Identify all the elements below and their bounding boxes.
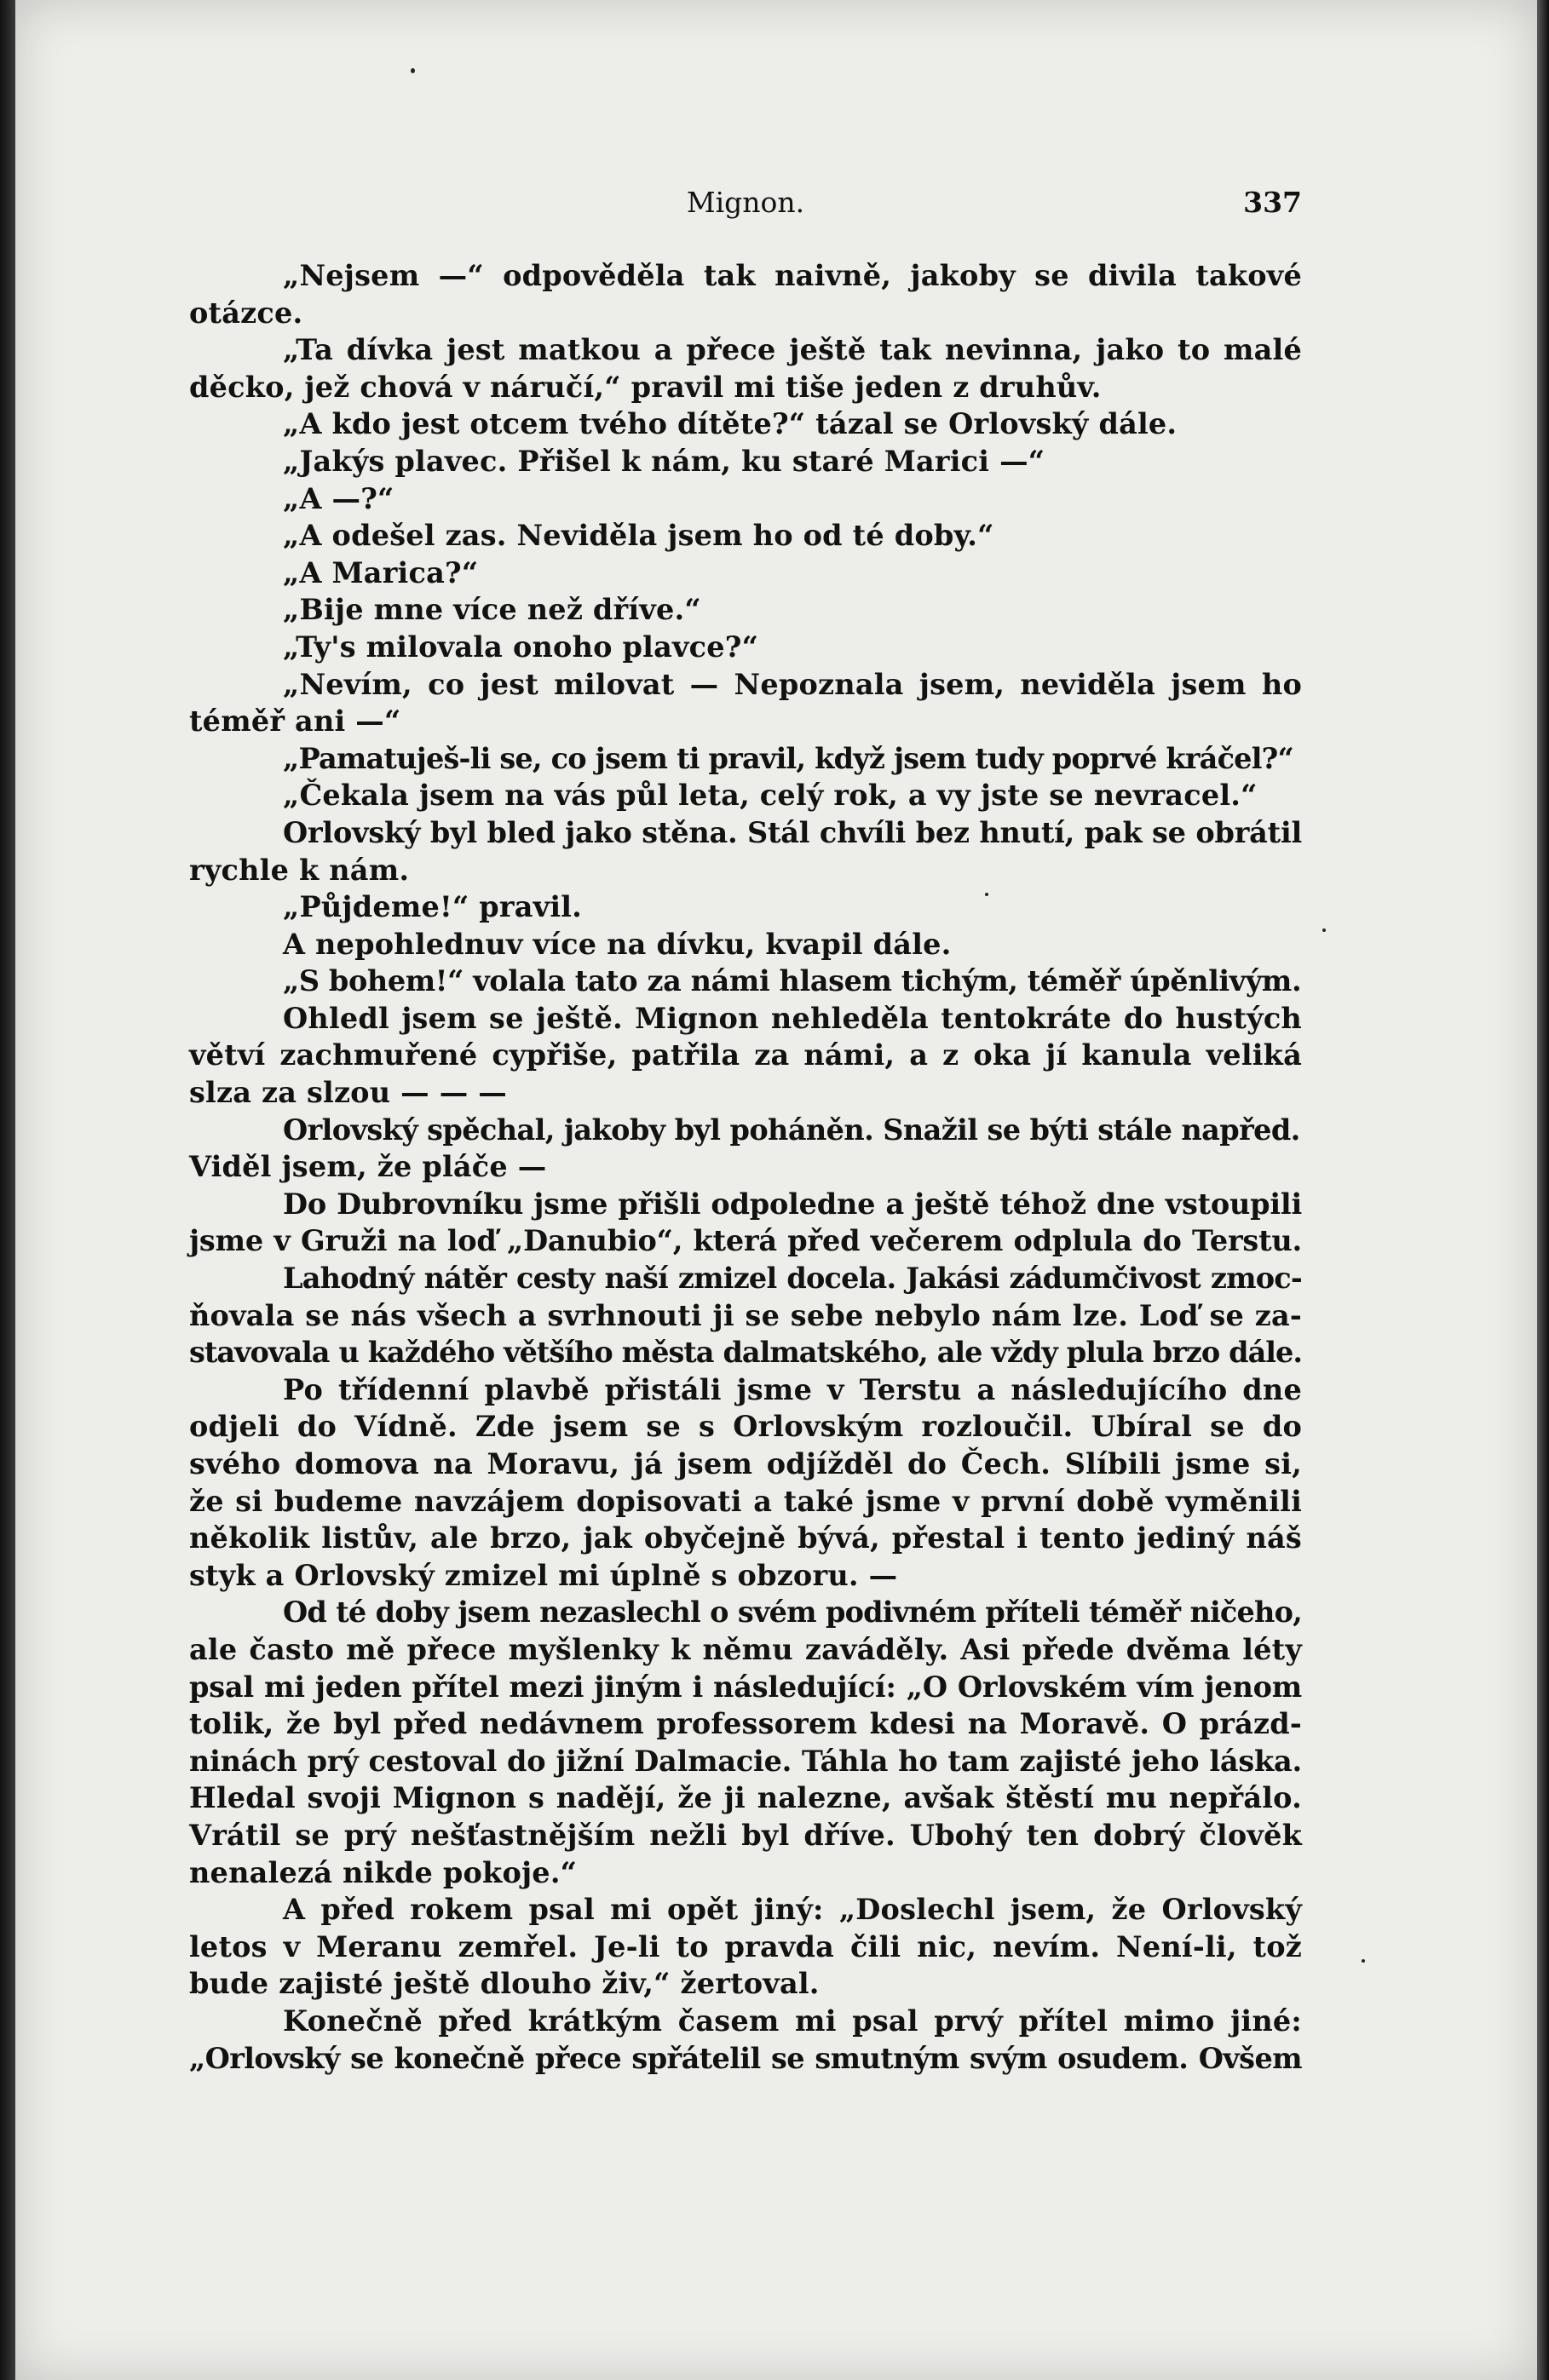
text-line: rychle k nám. (189, 853, 410, 887)
scan-edge-right (1537, 0, 1549, 2380)
text-line: „Čekala jsem na vás půl leta, celý rok, a vy jste se nevracel.“ (283, 779, 1258, 813)
text-line: ale často mě přece myšlenky k němu zaváděly. Asi přede dvěma léty (189, 1632, 1302, 1666)
running-title: Mignon. (686, 186, 805, 219)
text-line: Ohledl jsem se ještě. Mignon nehleděla tentokráte do hustých (283, 1001, 1302, 1035)
text-line: „Ty's milovala onoho plavce?“ (283, 629, 759, 664)
text-line: tolik, že byl před nedávnem professorem kdesi na Moravě. O prázd- (189, 1707, 1302, 1741)
scan-speck (411, 68, 415, 73)
text-line: styk a Orlovský zmizel mi úplně s obzoru. — (189, 1558, 898, 1592)
text-line: „A Marica?“ (283, 555, 479, 589)
text-line: Do Dubrovníku jsme přišli odpoledne a ještě téhož dne vstoupili (283, 1187, 1302, 1221)
page-header (189, 186, 1302, 228)
text-line: ninách prý cestoval do jižní Dalmacie. Táhla ho tam zajisté jeho láska. (189, 1744, 1302, 1778)
text-line: Hledal svoji Mignon s nadějí, že ji nalezne, avšak štěstí mu nepřálo. (189, 1781, 1302, 1815)
text-line: otázce. (189, 296, 303, 330)
text-line: „Jakýs plavec. Přišel k nám, ku staré Marici —“ (283, 444, 1045, 478)
text-line: Orlovský spěchal, jakoby byl poháněn. Snažil se býti stále napřed. (283, 1112, 1300, 1147)
text-line: ňovala se nás všech a svrhnouti ji se sebe nebylo nám lze. Loď se za- (189, 1298, 1302, 1332)
text-line: svého domova na Moravu, já jsem odjížděl do Čech. Slíbili jsme si, (189, 1447, 1302, 1480)
text-line: děcko, jež chová v náručí,“ pravil mi tiše jeden z druhův. (189, 370, 1102, 404)
text-line: Od té doby jsem nezaslechl o svém podivném příteli téměř ničeho, (283, 1595, 1302, 1630)
text-line: „Orlovský se konečně přece spřátelil se smutným svým osudem. Ovšem (189, 2041, 1302, 2075)
text-line: „S bohem!“ volala tato za námi hlasem tichým, téměř úpěnlivým. (283, 964, 1302, 998)
text-line: Po třídenní plavbě přistáli jsme v Terstu a následujícího dne (283, 1372, 1302, 1406)
text-line: stavovala u každého většího města dalmatského, ale vždy plula brzo dále. (189, 1336, 1302, 1370)
text-line: jsme v Gruži na loď „Danubio“, která před večerem odplula do Terstu. (189, 1224, 1302, 1258)
text-line: téměř ani —“ (189, 704, 401, 739)
text-line: „Nejsem —“ odpověděla tak naivně, jakoby se divila takové (283, 259, 1302, 292)
text-line: „Nevím, co jest milovat — Nepoznala jsem, neviděla jsem ho (283, 667, 1302, 701)
body-text (189, 257, 1302, 2077)
text-line: že si budeme navzájem dopisovati a také jsme v první době vyměnili (189, 1484, 1302, 1518)
text-line: „Pamatuješ-li se, co jsem ti pravil, když jsem tudy poprvé kráčel?“ (283, 741, 1293, 775)
scan-speck (1362, 1959, 1365, 1963)
text-line: „Půjdeme!“ pravil. (283, 890, 583, 924)
text-line: odjeli do Vídně. Zde jsem se s Orlovským rozloučil. Ubíral se do (189, 1410, 1302, 1444)
text-line: Lahodný nátěr cesty naší zmizel docela. Jakási zádumčivost zmoc- (283, 1262, 1302, 1296)
scan-speck (1322, 928, 1326, 932)
text-line: psal mi jeden přítel mezi jiným i následující: „O Orlovském vím jenom (189, 1670, 1302, 1704)
text-line: A nepohlednuv více na dívku, kvapil dále. (283, 927, 952, 961)
text-line: větví zachmuřené cypřiše, patřila za námi, a z oka jí kanula veliká (189, 1038, 1302, 1072)
text-line: Viděl jsem, že pláče — (189, 1150, 547, 1184)
text-line: několik listův, ale brzo, jak obyčejně bývá, přestal i tento jediný náš (189, 1521, 1302, 1555)
text-line: Vrátil se prý nešťastnějším nežli byl dříve. Ubohý ten dobrý člověk (189, 1818, 1302, 1852)
text-line: Orlovský byl bled jako stěna. Stál chvíli bez hnutí, pak se obrátil (283, 815, 1302, 849)
text-line: nenalezá nikde pokoje.“ (189, 1855, 578, 1889)
scan-edge-left (0, 0, 15, 2380)
text-line: slza za slzou — — — (189, 1076, 507, 1110)
text-line: bude zajisté ještě dlouho živ,“ žertoval. (189, 1967, 820, 2001)
text-line: „A odešel zas. Neviděla jsem ho od té doby.“ (283, 519, 994, 553)
text-line: Konečně před krátkým časem mi psal prvý přítel mimo jiné: (283, 2003, 1302, 2038)
page-number: 337 (1243, 186, 1302, 219)
text-line: „A —?“ (283, 481, 394, 515)
text-line: letos v Meranu zemřel. Je-li to pravda čili nic, nevím. Není-li, tož (189, 1929, 1302, 1963)
text-line: „A kdo jest otcem tvého dítěte?“ tázal se Orlovský dále. (283, 407, 1178, 441)
text-line: A před rokem psal mi opět jiný: „Doslechl jsem, že Orlovský (283, 1893, 1302, 1927)
text-line: „Bije mne více než dříve.“ (283, 593, 701, 627)
text-line: „Ta dívka jest matkou a přece ještě tak nevinna, jako to malé (283, 333, 1302, 367)
